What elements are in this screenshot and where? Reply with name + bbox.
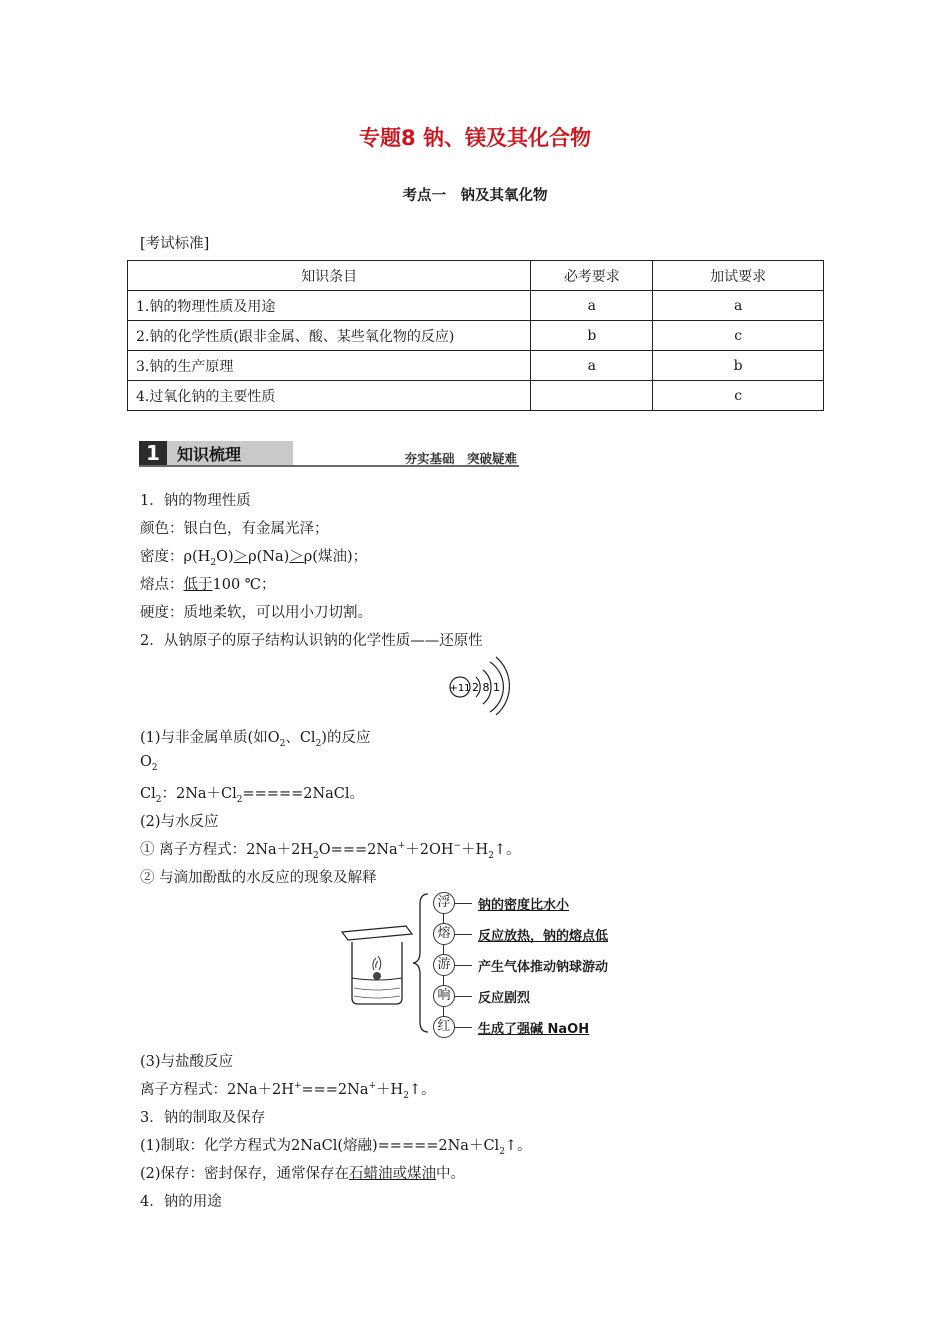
table-header-row [128,261,824,291]
heading-preparation: 3．钠的制取及保存 [140,1110,266,1126]
phenomenon-text: 反应剧烈 [478,991,531,1006]
density-line: 密度：$\rho(H_2O)>\rho(Na)>\rho$(煤油)； [140,549,368,568]
nonmetal-reaction-line: (1)与非金属单质(如$O_2$、$Cl_2$)的反应 [140,730,371,749]
hardness-line: 硬度：质地柔软，可以用小刀切割。 [140,605,372,621]
water-reaction-line: (2)与水反应 [140,814,219,830]
table-header: 知识条目 [128,261,531,291]
phenomenon-text: 反应放热，钠的熔点低 [478,929,609,944]
table-row [128,381,824,411]
list-item [430,954,690,976]
atom-nucleus: +11 [449,683,471,694]
table-cell: a [653,291,824,321]
table-cell [531,381,653,411]
o2-line: $O_2$ [140,754,158,773]
table-cell: 2.钠的化学性质(跟非金属、酸、某些氧化物的反应) [128,321,531,351]
phenomenon-char: 红 [433,1016,455,1038]
hcl-reaction-line: (3)与盐酸反应 [140,1054,234,1070]
beaker-diagram [338,920,418,1010]
table-row [128,321,824,351]
table-cell: 4.过氧化钠的主要性质 [128,381,531,411]
page-title: 专题8 钠、镁及其化合物 [359,126,591,150]
table-row [128,351,824,381]
phenomenon-char: 熔 [433,923,455,945]
banner-number: 1 [139,441,167,465]
banner-label: 知识梳理 [177,445,242,464]
table-cell: b [531,321,653,351]
table-cell: 1.钠的物理性质及用途 [128,291,531,321]
heading-physical: 1．钠的物理性质 [140,493,251,509]
standard-table [127,260,824,411]
standard-label: [考试标准] [140,236,210,252]
atom-shells: 2 8 1 [472,681,500,694]
preparation-line: (1)制取：化学方程式为2NaCl(熔融)$=====2Na+Cl_2↑$。 [140,1138,532,1157]
heading-chemical: 2．从钠原子的原子结构认识钠的化学性质——还原性 [140,633,483,649]
table-cell: a [531,291,653,321]
melting-point-line: 熔点：低于100 ℃； [140,577,276,593]
brace-icon [410,892,430,1034]
cl2-line: $Cl_2$：$2Na+Cl_2=====2NaCl$。 [140,786,365,805]
connector [455,934,472,935]
banner-bar [167,441,293,465]
table-header: 必考要求 [531,261,653,291]
phenomenon-text: 钠的密度比水小 [478,898,570,913]
heading-uses: 4．钠的用途 [140,1194,222,1210]
hcl-equation-line: 离子方程式：$2Na+2H^+===2Na^++H_2↑$。 [140,1081,436,1101]
phenomenon-char: 游 [433,954,455,976]
connector [455,996,472,997]
phenolphthalein-line: ② 与滴加酚酞的水反应的现象及解释 [140,870,377,886]
list-item [430,923,690,945]
connector [455,1027,472,1028]
ionic-equation-line: ① 离子方程式：$2Na+2H_2O===2Na^++2OH^-+H_2↑$。 [140,841,521,861]
phenomenon-char: 浮 [433,892,455,914]
list-item [430,985,690,1007]
table-header: 加试要求 [653,261,824,291]
table-row [128,291,824,321]
connector [455,965,472,966]
phenomenon-text: 产生气体推动钠球游动 [478,960,609,975]
section-subtitle: 考点一 钠及其氧化物 [402,188,548,204]
color-line: 颜色：银白色，有金属光泽； [140,521,329,537]
sodium-atom-diagram [440,655,510,715]
table-cell: c [653,381,824,411]
storage-line: (2)保存：密封保存，通常保存在石蜡油或煤油中。 [140,1166,466,1182]
connector [455,903,472,904]
table-cell: 3.钠的生产原理 [128,351,531,381]
list-item [430,1016,690,1038]
phenomenon-char: 响 [433,985,455,1007]
table-cell: a [531,351,653,381]
phenomenon-text: 生成了强碱 NaOH [478,1022,590,1037]
section-banner [139,441,519,467]
list-item [430,892,690,914]
table-cell: b [653,351,824,381]
banner-tag: 夯实基础 突破疑难 [404,451,517,466]
table-cell: c [653,321,824,351]
